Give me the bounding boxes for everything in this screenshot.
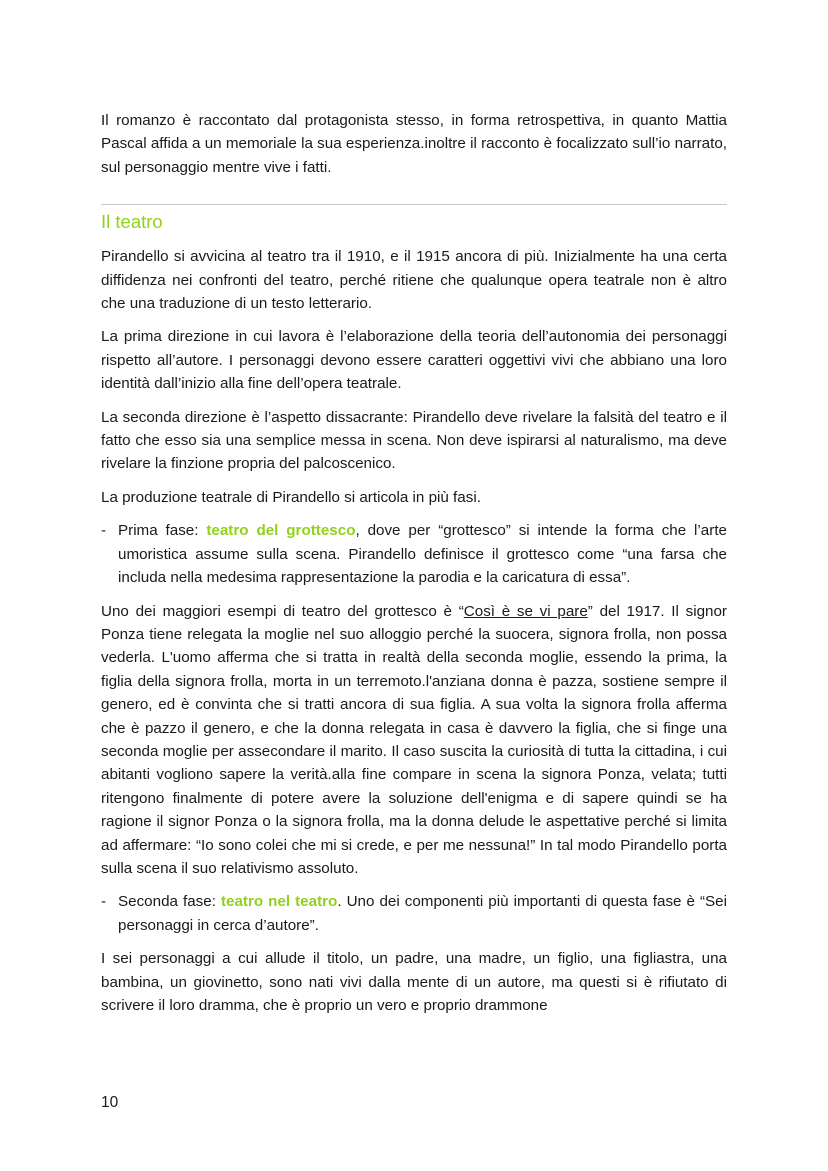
bullet-first-phase [101,519,727,589]
paragraph-1: Pirandello si avvicina al teatro tra il 1910, e il 1915 ancora di più. Inizialmente ha una certa diffidenza nei confronti del teatro, perché ritiene che qualunque opera teatrale non è altro che una traduzione di un testo letterario. [101,248,727,313]
bullet-text: , dove per “grottesco” si intende la forma che l’arte umoristica assume sulla scena. Pirandello definisce il grottesco come “una farsa che includa nella medesima rappresentazione la parodia e la caricatura di essa”. [118,522,727,587]
paragraph-2: La prima direzione in cui lavora è l’elaborazione della teoria dell’autonomia dei personaggi rispetto all’autore. I personaggi devono essere caratteri oggettivi vivi che abbiano una loro identità dall’inizio alla fine dell’opera teatrale. [101,328,727,393]
page-number: 10 [101,1094,119,1111]
paragraph-3: La seconda direzione è l’aspetto dissacrante: Pirandello deve rivelare la falsità del teatro e il fatto che esso sia una semplice messa in scena. Non deve ispirarsi al naturalismo, ma deve rivelare la finzione propria del palcoscenico. [101,408,727,473]
page-content [101,109,727,1027]
intro-paragraph: Il romanzo è raccontato dal protagonista stesso, in forma retrospettiva, in quanto Mattia Pascal affida a un memoriale la sua esperienza.inoltre il racconto è focalizzato sull’io narrato, sul personaggio mentre vive i fatti. [101,112,727,176]
example-intro: Uno dei maggiori esempi di teatro del grottesco è “ [101,602,464,620]
bullet-second-phase [101,890,727,937]
bullet-text: . Uno dei componenti più importanti di questa fase è “Sei personaggi in cerca d’autore”. [118,893,727,934]
paragraph-4: La produzione teatrale di Pirandello si articola in più fasi. [101,488,481,506]
example-body: ” del 1917. Il signor Ponza tiene relegata la moglie nel suo alloggio perché la suocera, signora frolla, non possa vederla. L'uomo afferma che si tratta in realtà della seconda moglie, essendo la prima, la figlia della signora frolla, morta in un terremoto.l'anziana donna è pazza, sostiene sempre il genero, ed è convinta che si tratti ancora di sua figlia. A sua volta la signora frolla afferma che è pazzo il genero, e che la donna relegata in casa è davvero la figlia, che si finge una seconda moglie per assecondare il marito. Il caso suscita la curiosità di tutta la cittadina, i cui abitanti vogliono sapere la verità.alla fine compare in scena la signora Ponza, velata; tutti ritengono finalmente di potere avere la soluzione dell'enigma e di sapere quindi se ha ragione il signor Ponza o la signora frolla, ma la donna delude le aspettative perché si limita ad affermare: “Io sono colei che mi si crede, e per me nessuna!” In tal modo Pirandello porta sulla scena il suo relativismo assoluto. [101,602,727,877]
highlight-term: teatro del grottesco [206,522,356,540]
bullet-dash: - [101,522,107,540]
section-divider [101,204,727,235]
bullet-prefix: Seconda fase: [118,893,221,911]
section-title: Il teatro [101,211,163,233]
bullet-dash: - [101,893,107,911]
highlight-term: teatro nel teatro [220,893,338,911]
work-title: Così è se vi pare [463,602,588,620]
closing-paragraph: I sei personaggi a cui allude il titolo, un padre, una madre, un figlio, una figliastra, una bambina, un giovinetto, sono nati vivi dalla mente di un autore, ma questi si è rifiutato di scrivere il loro dramma, che è proprio un vero e proprio drammone [101,950,727,1014]
bullet-prefix: Prima fase: [118,522,207,540]
example-paragraph [101,600,727,881]
